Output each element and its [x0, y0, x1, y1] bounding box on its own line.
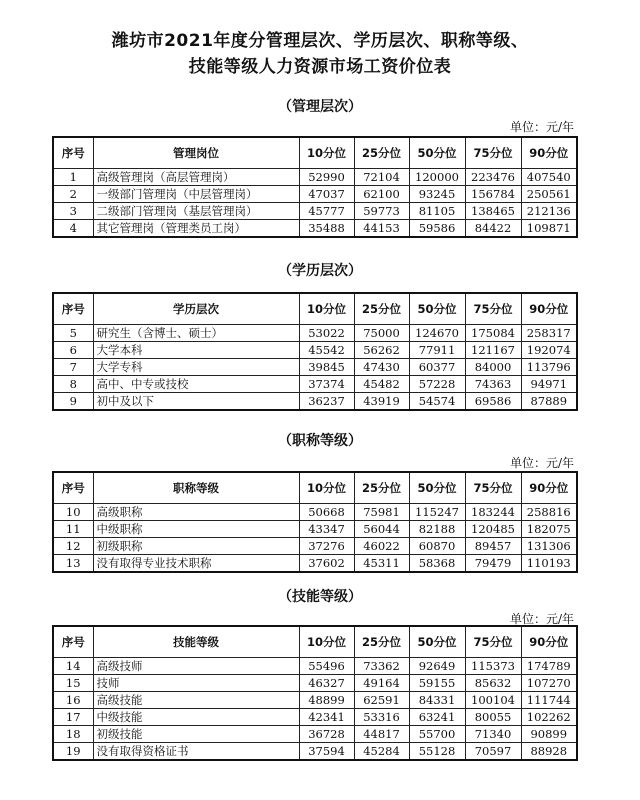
column-header: 90分位 [521, 293, 577, 325]
document-title-line1: 潍坊市2021年度分管理层次、学历层次、职称等级、 [111, 31, 529, 51]
row-number-cell: 1 [53, 169, 93, 186]
percentile-cell-p25: 49164 [354, 675, 409, 692]
percentile-cell-p25: 56262 [354, 342, 409, 359]
percentile-cell-p75: 79479 [465, 555, 521, 573]
percentile-cell-p75: 80055 [465, 709, 521, 726]
column-header: 序号 [53, 472, 93, 504]
column-header: 10分位 [299, 293, 354, 325]
column-header: 75分位 [465, 626, 521, 658]
column-header: 序号 [53, 626, 93, 658]
percentile-cell-p10: 45777 [299, 203, 354, 220]
percentile-cell-p10: 55496 [299, 658, 354, 675]
percentile-cell-p75: 115373 [465, 658, 521, 675]
category-cell: 一级部门管理岗（中层管理岗） [93, 186, 299, 203]
percentile-cell-p50: 84331 [409, 692, 465, 709]
category-cell: 高级职称 [93, 504, 299, 521]
percentile-cell-p90: 109871 [521, 220, 577, 238]
percentile-cell-p50: 93245 [409, 186, 465, 203]
table-row [53, 220, 577, 238]
category-cell: 初级技能 [93, 726, 299, 743]
percentile-cell-p90: 87889 [521, 393, 577, 411]
table-row [53, 393, 577, 411]
percentile-cell-p25: 44153 [354, 220, 409, 238]
row-number-cell: 13 [53, 555, 93, 573]
category-cell: 高中、中专或技校 [93, 376, 299, 393]
table-row [53, 726, 577, 743]
table-row [53, 658, 577, 675]
category-cell: 研究生（含博士、硕士） [93, 325, 299, 342]
table-skill-level [52, 625, 578, 761]
unit-label: 单位：元/年 [509, 612, 574, 626]
percentile-cell-p10: 47037 [299, 186, 354, 203]
column-header: 25分位 [354, 626, 409, 658]
percentile-cell-p50: 59586 [409, 220, 465, 238]
column-header: 技能等级 [93, 626, 299, 658]
percentile-cell-p90: 131306 [521, 538, 577, 555]
percentile-cell-p75: 69586 [465, 393, 521, 411]
percentile-cell-p75: 100104 [465, 692, 521, 709]
column-header: 职称等级 [93, 472, 299, 504]
column-header: 50分位 [409, 293, 465, 325]
percentile-cell-p25: 47430 [354, 359, 409, 376]
table-professional-title [52, 471, 578, 573]
percentile-cell-p10: 36728 [299, 726, 354, 743]
percentile-cell-p50: 115247 [409, 504, 465, 521]
percentile-cell-p50: 57228 [409, 376, 465, 393]
percentile-cell-p75: 183244 [465, 504, 521, 521]
table-row [53, 521, 577, 538]
percentile-cell-p25: 45311 [354, 555, 409, 573]
section-title-management: （管理层次） [278, 99, 362, 115]
percentile-cell-p90: 250561 [521, 186, 577, 203]
column-header: 90分位 [521, 626, 577, 658]
percentile-cell-p75: 84422 [465, 220, 521, 238]
column-header: 25分位 [354, 293, 409, 325]
percentile-cell-p10: 50668 [299, 504, 354, 521]
percentile-cell-p90: 258317 [521, 325, 577, 342]
percentile-cell-p50: 58368 [409, 555, 465, 573]
percentile-cell-p10: 48899 [299, 692, 354, 709]
percentile-cell-p75: 70597 [465, 743, 521, 761]
percentile-cell-p90: 192074 [521, 342, 577, 359]
category-cell: 中级技能 [93, 709, 299, 726]
table-row [53, 186, 577, 203]
row-number-cell: 11 [53, 521, 93, 538]
percentile-cell-p50: 54574 [409, 393, 465, 411]
percentile-cell-p90: 88928 [521, 743, 577, 761]
category-cell: 中级职称 [93, 521, 299, 538]
percentile-cell-p25: 46022 [354, 538, 409, 555]
percentile-cell-p25: 45284 [354, 743, 409, 761]
column-header: 序号 [53, 293, 93, 325]
table-header-row [53, 137, 577, 169]
category-cell: 其它管理岗（管理类员工岗） [93, 220, 299, 238]
percentile-cell-p10: 37602 [299, 555, 354, 573]
percentile-cell-p50: 82188 [409, 521, 465, 538]
table-row [53, 538, 577, 555]
row-number-cell: 19 [53, 743, 93, 761]
section-title-professional-title: （职称等级） [278, 433, 362, 449]
column-header: 75分位 [465, 137, 521, 169]
table-row [53, 359, 577, 376]
percentile-cell-p10: 52990 [299, 169, 354, 186]
category-cell: 大学本科 [93, 342, 299, 359]
table-header-row [53, 472, 577, 504]
column-header: 学历层次 [93, 293, 299, 325]
percentile-cell-p90: 110193 [521, 555, 577, 573]
row-number-cell: 17 [53, 709, 93, 726]
column-header: 50分位 [409, 472, 465, 504]
row-number-cell: 5 [53, 325, 93, 342]
percentile-cell-p50: 81105 [409, 203, 465, 220]
section-title-skill-level: （技能等级） [278, 589, 362, 605]
percentile-cell-p10: 42341 [299, 709, 354, 726]
percentile-cell-p90: 107270 [521, 675, 577, 692]
percentile-cell-p25: 62100 [354, 186, 409, 203]
percentile-cell-p25: 56044 [354, 521, 409, 538]
table-header-row [53, 293, 577, 325]
percentile-cell-p10: 46327 [299, 675, 354, 692]
column-header: 90分位 [521, 137, 577, 169]
percentile-cell-p90: 111744 [521, 692, 577, 709]
column-header: 50分位 [409, 626, 465, 658]
percentile-cell-p25: 53316 [354, 709, 409, 726]
column-header: 25分位 [354, 137, 409, 169]
table-row [53, 709, 577, 726]
percentile-cell-p75: 89457 [465, 538, 521, 555]
column-header: 50分位 [409, 137, 465, 169]
percentile-cell-p50: 55128 [409, 743, 465, 761]
percentile-cell-p10: 37374 [299, 376, 354, 393]
percentile-cell-p10: 37594 [299, 743, 354, 761]
column-header: 10分位 [299, 472, 354, 504]
row-number-cell: 6 [53, 342, 93, 359]
column-header: 序号 [53, 137, 93, 169]
column-header: 75分位 [465, 472, 521, 504]
percentile-cell-p10: 37276 [299, 538, 354, 555]
percentile-cell-p75: 84000 [465, 359, 521, 376]
row-number-cell: 3 [53, 203, 93, 220]
percentile-cell-p25: 59773 [354, 203, 409, 220]
table-header-row [53, 626, 577, 658]
percentile-cell-p10: 45542 [299, 342, 354, 359]
unit-label: 单位：元/年 [509, 456, 574, 470]
percentile-cell-p75: 85632 [465, 675, 521, 692]
percentile-cell-p75: 121167 [465, 342, 521, 359]
category-cell: 高级技能 [93, 692, 299, 709]
percentile-cell-p75: 156784 [465, 186, 521, 203]
row-number-cell: 18 [53, 726, 93, 743]
column-header: 10分位 [299, 137, 354, 169]
row-number-cell: 15 [53, 675, 93, 692]
percentile-cell-p10: 35488 [299, 220, 354, 238]
percentile-cell-p50: 60870 [409, 538, 465, 555]
category-cell: 初级职称 [93, 538, 299, 555]
table-row [53, 692, 577, 709]
percentile-cell-p50: 120000 [409, 169, 465, 186]
percentile-cell-p25: 75000 [354, 325, 409, 342]
category-cell: 高级技师 [93, 658, 299, 675]
table-row [53, 203, 577, 220]
category-cell: 高级管理岗（高层管理岗） [93, 169, 299, 186]
percentile-cell-p10: 39845 [299, 359, 354, 376]
percentile-cell-p90: 212136 [521, 203, 577, 220]
table-row [53, 376, 577, 393]
column-header: 管理岗位 [93, 137, 299, 169]
row-number-cell: 9 [53, 393, 93, 411]
category-cell: 没有取得专业技术职称 [93, 555, 299, 573]
column-header: 75分位 [465, 293, 521, 325]
percentile-cell-p75: 120485 [465, 521, 521, 538]
percentile-cell-p25: 43919 [354, 393, 409, 411]
percentile-cell-p25: 44817 [354, 726, 409, 743]
row-number-cell: 16 [53, 692, 93, 709]
percentile-cell-p50: 59155 [409, 675, 465, 692]
percentile-cell-p10: 36237 [299, 393, 354, 411]
table-row [53, 555, 577, 573]
percentile-cell-p50: 60377 [409, 359, 465, 376]
percentile-cell-p50: 63241 [409, 709, 465, 726]
column-header: 25分位 [354, 472, 409, 504]
percentile-cell-p50: 55700 [409, 726, 465, 743]
percentile-cell-p75: 175084 [465, 325, 521, 342]
percentile-cell-p75: 223476 [465, 169, 521, 186]
percentile-cell-p25: 62591 [354, 692, 409, 709]
row-number-cell: 14 [53, 658, 93, 675]
table-education [52, 292, 578, 411]
category-cell: 二级部门管理岗（基层管理岗） [93, 203, 299, 220]
percentile-cell-p25: 72104 [354, 169, 409, 186]
row-number-cell: 12 [53, 538, 93, 555]
percentile-cell-p25: 75981 [354, 504, 409, 521]
table-row [53, 743, 577, 761]
percentile-cell-p90: 174789 [521, 658, 577, 675]
table-row [53, 342, 577, 359]
percentile-cell-p90: 113796 [521, 359, 577, 376]
table-row [53, 504, 577, 521]
percentile-cell-p75: 138465 [465, 203, 521, 220]
percentile-cell-p75: 74363 [465, 376, 521, 393]
row-number-cell: 8 [53, 376, 93, 393]
percentile-cell-p10: 53022 [299, 325, 354, 342]
percentile-cell-p50: 92649 [409, 658, 465, 675]
percentile-cell-p10: 43347 [299, 521, 354, 538]
table-row [53, 169, 577, 186]
category-cell: 初中及以下 [93, 393, 299, 411]
table-management [52, 136, 578, 238]
percentile-cell-p90: 90899 [521, 726, 577, 743]
percentile-cell-p75: 71340 [465, 726, 521, 743]
category-cell: 大学专科 [93, 359, 299, 376]
percentile-cell-p50: 77911 [409, 342, 465, 359]
category-cell: 技师 [93, 675, 299, 692]
percentile-cell-p50: 124670 [409, 325, 465, 342]
column-header: 10分位 [299, 626, 354, 658]
row-number-cell: 2 [53, 186, 93, 203]
percentile-cell-p90: 182075 [521, 521, 577, 538]
category-cell: 没有取得资格证书 [93, 743, 299, 761]
percentile-cell-p90: 258816 [521, 504, 577, 521]
percentile-cell-p25: 45482 [354, 376, 409, 393]
unit-label: 单位：元/年 [509, 120, 574, 134]
row-number-cell: 7 [53, 359, 93, 376]
percentile-cell-p25: 73362 [354, 658, 409, 675]
percentile-cell-p90: 94971 [521, 376, 577, 393]
table-row [53, 325, 577, 342]
table-row [53, 675, 577, 692]
percentile-cell-p90: 407540 [521, 169, 577, 186]
column-header: 90分位 [521, 472, 577, 504]
percentile-cell-p90: 102262 [521, 709, 577, 726]
document-title-line2: 技能等级人力资源市场工资价位表 [188, 57, 452, 77]
row-number-cell: 10 [53, 504, 93, 521]
section-title-education: （学历层次） [278, 263, 362, 279]
row-number-cell: 4 [53, 220, 93, 238]
